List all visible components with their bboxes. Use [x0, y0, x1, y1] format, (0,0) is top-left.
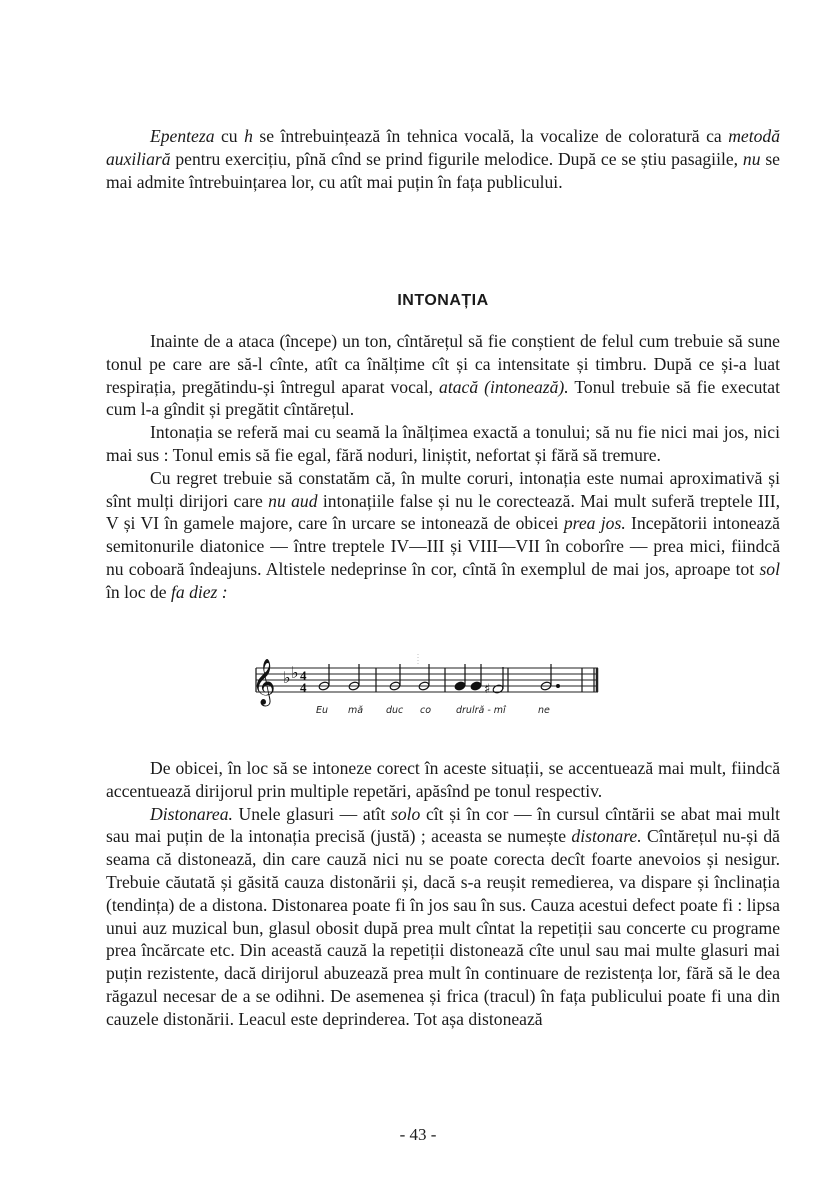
- section-heading: INTONAȚIA: [397, 292, 489, 309]
- term-epenteza: Epenteza: [150, 126, 215, 146]
- paragraph-intonatia: Inainte de a ataca (începe) un ton, cîntărețul să fie conștient de felul cum trebuie să sune tonul pe care are să-l cînte, atît ca înălțime cît și ca intensitate și timbru. După ce și-a luat respirația, pregătindu-și întregul aparat vocal, atacă (intonează). Tonul trebuie să fie executat cum l-a gîndit și pregătit cîntărețul. Intonația se referă mai cu seamă la înălțimea exactă a tonului; să nu fie nici mai jos, nici mai sus : Tonul emis să fie egal, fără noduri, liniștit, nefortat și fără să tremure. Cu regret trebuie să constatăm că, în multe coruri, intonația este numai aproximativă și sînt mulți dirijori care nu aud intonațiile false și nu le corectează. Mai mult suferă treptele III, V și VI în gamele majore, care în urcare se intonează de obicei prea jos. Incepătorii intonează semitonurile diatonice — între treptele IV—III și VIII—VII în coborîre — prea mici, fiindcă nu coboară îndeajuns. Altistele nedeprinse în cor, cîntă în exemplul de mai jos, aproape tot sol în loc de fa diez :: [106, 331, 780, 602]
- lyric-syllable: drulră - mî: [456, 705, 506, 716]
- paragraph-inaltime: Intonația se referă mai cu seamă la înălțimea exactă a tonului; să nu fie nici mai jos, nici mai sus : Tonul emis să fie egal, fără noduri, liniștit, nefortat și fără să tremure.: [106, 422, 780, 465]
- flat-sign-icon: ♭: [283, 668, 291, 687]
- quarter-note: [470, 681, 482, 691]
- lyric-syllable: co: [420, 705, 432, 716]
- paragraph-epenteza: Epenteza cu h se întrebuințează în tehnica vocală, la vocalize de coloratură ca metodă auxiliară pentru exercițiu, pînă cînd se prind figurile melodice. După ce se știu pasagiile, nu se mai admite întrebuințarea lor, cu atît mai puțin în fața publicului.: [106, 126, 781, 192]
- time-signature: 4: [300, 668, 307, 683]
- dot: [557, 685, 560, 688]
- page-number: - 43 -: [399, 1125, 437, 1144]
- lyric-syllable: ne: [538, 705, 550, 716]
- paragraph-regret: Cu regret trebuie să constatăm că, în multe coruri, intonația este numai aproximativă și sînt mulți dirijori care nu aud intonațiile false și nu le corectează. Mai mult suferă treptele III, V și VI în gamele majore, care în urcare se intonează de obicei prea jos. Incepătorii intonează semitonurile diatonice — între treptele IV—III și VIII—VII în coborîre — prea mici, fiindcă nu coboară îndeajuns. Altistele nedeprinse în cor, cîntă în exemplul de mai jos, aproape tot sol în loc de fa diez :: [106, 467, 780, 602]
- lyric-syllable: duc: [386, 705, 404, 716]
- music-example: [228, 650, 608, 722]
- flat-sign-icon: ♭: [291, 663, 299, 682]
- sharp-sign-icon: ♯: [484, 682, 491, 697]
- treble-clef-icon: 𝄞: [252, 659, 276, 705]
- quarter-note: [454, 681, 466, 691]
- lyric-syllable: Eu: [316, 705, 329, 716]
- paragraph-distonarea: Distonarea. Unele glasuri — atît solo cît și în cor — în cursul cîntării se abat mai mult sau mai puțin de la intonația precisă (justă) ; aceasta se numește distonare. Cîntărețul nu-și dă seama că distonează, din care cauză nici nu se poate corecta decît foarte anevoios și nesigur. Trebuie căutată și găsită cauza distonării și, dacă s-a reușit remedierea, va dispare și înclinația (tendința) de a distona. Distonarea poate fi în jos sau în sus. Cauza acestui defect poate fi : lipsa unui auz muzical bun, glasul obosit după prea mult cîntat la repetiții sau concerte cu programe prea încărcate etc. Din această cauză la repetiții distonează cîte unul sau mai multe glasuri mai puțin rezistente, dacă dirijorul abuzează prea mult în continuare de rezistența lor, fără să le dea răgazul necesar de a se odihni. De asemenea și frica (tracul) în fața publicului poate fi una din cauzele distonării. Leacul este deprinderea. Tot așa distonează: [106, 803, 781, 1029]
- lyric-syllable: mă: [348, 705, 364, 716]
- paragraph-de-obicei: De obicei, în loc să se intoneze corect în aceste situații, se accentuează mai mult, fiindcă accentuează dirijorul prin multiple repetări, apăsînd pe tonul respectiv. Distonarea. Unele glasuri — atît solo cît și în cor — în cursul cîntării se abat mai mult sau mai puțin de la intonația precisă (justă) ; aceasta se numește distonare. Cîntărețul nu-și dă seama că distonează, din care cauză nici nu se poate corecta decît foarte anevoios și nesigur. Trebuie căutată și găsită cauza distonării și, dacă s-a reușit remedierea, va dispare și înclinația (tendința) de a distona. Distonarea poate fi în jos sau în sus. Cauza acestui defect poate fi : lipsa unui auz muzical bun, glasul obosit după prea mult cîntat la repetiții sau concerte cu programe prea încărcate etc. Din această cauză la repetiții distonează cîte unul sau mai multe glasuri mai puțin rezistente, dacă dirijorul abuzează prea mult în continuare de rezistența lor, fără să le dea răgazul necesar de a se odihni. De asemenea și frica (tracul) în fața publicului poate fi una din cauzele distonării. Leacul este deprinderea. Tot așa distonează: [106, 758, 781, 1029]
- term-distonarea: Distonarea.: [150, 803, 233, 824]
- time-signature: 4: [300, 680, 307, 695]
